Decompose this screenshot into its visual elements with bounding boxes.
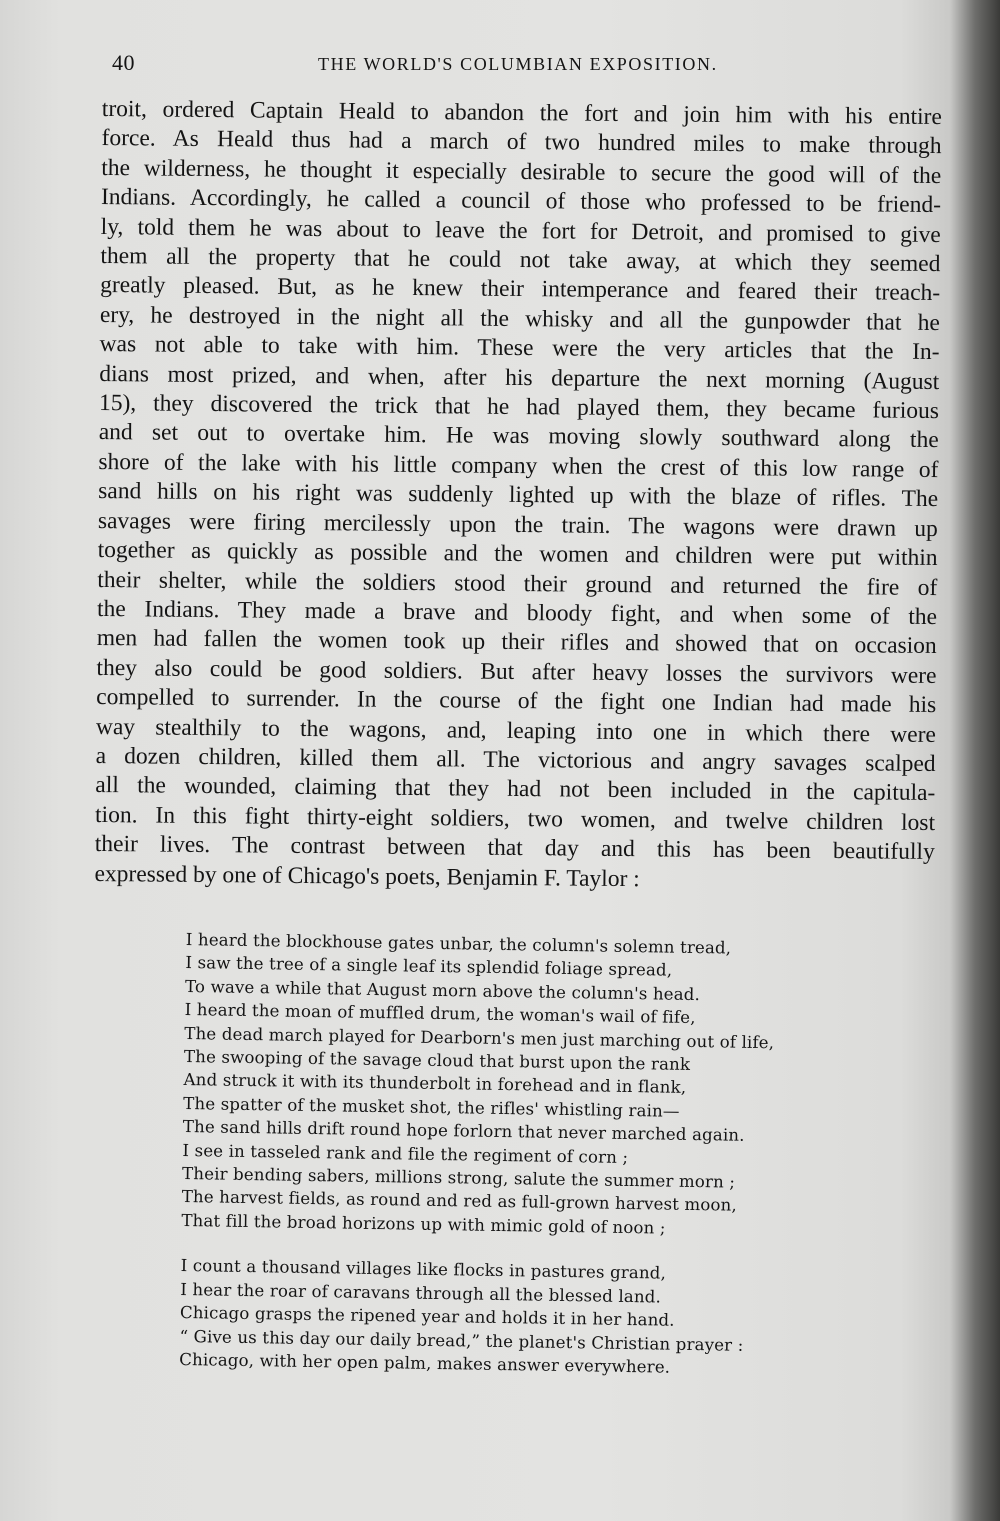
poem-line: The dead march played for Dearborn's men just marching out of life, bbox=[184, 1023, 775, 1052]
body-line: savages were firing mercilessly upon the train. The wagons were drawn up bbox=[97, 507, 938, 542]
body-line: their lives. The contrast between that day and this has been beautifully bbox=[94, 831, 935, 866]
poem-line: I heard the blockhouse gates unbar, the column's solemn tread, bbox=[185, 929, 732, 958]
page-number: 40 bbox=[112, 50, 135, 75]
poem-line: Their bending sabers, millions strong, salute the summer morn ; bbox=[181, 1164, 736, 1192]
body-paragraph bbox=[94, 95, 942, 897]
body-line: expressed by one of Chicago's poets, Benjamin F. Taylor : bbox=[94, 860, 640, 892]
body-line: together as quickly as possible and the women and children were put within bbox=[97, 537, 938, 572]
poem-line: That fill the broad horizons up with mimic gold of noon ; bbox=[181, 1210, 666, 1238]
poem-line: The spatter of the musket shot, the rifles' whistling rain— bbox=[183, 1093, 680, 1121]
page-header bbox=[112, 50, 932, 80]
body-line: shore of the lake with his little company when the crest of this low range of bbox=[98, 448, 939, 483]
body-line: way stealthily to the wagons, and, leaping into one in which there were bbox=[95, 713, 937, 748]
poem-line: The sand hills drift round hope forlorn that never marched again. bbox=[182, 1117, 745, 1146]
body-line: the wilderness, he thought it especially desirable to secure the good will of the bbox=[101, 154, 942, 189]
poem-line: I saw the tree of a single leaf its splendid foliage spread, bbox=[185, 953, 673, 981]
running-title: THE WORLD'S COLUMBIAN EXPOSITION. bbox=[318, 54, 718, 74]
body-line: the Indians. They made a brave and bloody fight, and when some of the bbox=[96, 595, 938, 630]
body-line: men had fallen the women took up their rifles and showed that on occasion bbox=[96, 625, 937, 660]
body-line: dians most prized, and when, after his departure the next morning (August bbox=[99, 360, 940, 395]
poem-line: The harvest fields, as round and red as full-grown harvest moon, bbox=[181, 1187, 738, 1216]
poem-line: I heard the moan of muffled drum, the woman's wail of fife, bbox=[184, 1000, 696, 1028]
body-line: all the wounded, claiming that they had not been included in the capitula- bbox=[95, 772, 936, 807]
poem-line: Chicago, with her open palm, makes answer everywhere. bbox=[179, 1349, 671, 1377]
body-line: ery, he destroyed in the night all the whisky and all the gunpowder that he bbox=[99, 301, 940, 336]
poem-stanza bbox=[181, 928, 866, 1243]
body-line: tion. In this fight thirty-eight soldiers, two women, and twelve children lost bbox=[94, 801, 936, 836]
body-line: Indians. Accordingly, he called a council of those who professed to be friend- bbox=[100, 184, 942, 219]
poem-line: The swooping of the savage cloud that burst upon the rank bbox=[183, 1047, 691, 1074]
body-line: greatly pleased. But, as he knew their intemperance and feared their treach- bbox=[100, 272, 941, 307]
poem-block bbox=[179, 928, 866, 1382]
poem-line: Chicago grasps the ripened year and holds it in her hand. bbox=[179, 1303, 675, 1330]
body-line: their shelter, while the soldiers stood their ground and returned the fire of bbox=[97, 566, 938, 601]
poem-line: And struck it with its thunderbolt in forehead and in flank, bbox=[183, 1070, 687, 1098]
body-line: force. As Heald thus had a march of two hundred miles to make through bbox=[101, 125, 942, 160]
poem-line: I see in tasseled rank and file the regiment of corn ; bbox=[182, 1140, 629, 1167]
body-line: compelled to surrender. In the course of the fight one Indian had made his bbox=[96, 684, 937, 719]
body-line: troit, ordered Captain Heald to abandon the fort and join him with his entire bbox=[101, 95, 942, 131]
body-line: them all the property that he could not take away, at which they seemed bbox=[100, 243, 941, 278]
body-line: a dozen children, killed them all. The victorious and angry savages scalped bbox=[95, 742, 936, 777]
body-line: they also could be good soldiers. But after heavy losses the survivors were bbox=[96, 654, 937, 689]
body-line: and set out to overtake him. He was moving slowly southward along the bbox=[98, 419, 939, 454]
body-line: 15), they discovered the trick that he had played them, they became furious bbox=[98, 390, 940, 425]
body-line: was not able to take with him. These were the very articles that the In- bbox=[99, 331, 940, 366]
poem-line: I hear the roar of caravans through all the blessed land. bbox=[180, 1279, 662, 1307]
poem-line: To wave a while that August morn above the column's head. bbox=[184, 976, 701, 1004]
poem-line: I count a thousand villages like flocks in pastures grand, bbox=[180, 1256, 667, 1283]
body-line: ly, told them he was about to leave the fort for Detroit, and promised to give bbox=[100, 213, 941, 248]
body-line: sand hills on his right was suddenly lighted up with the blaze of rifles. The bbox=[98, 478, 939, 513]
poem-stanza bbox=[179, 1254, 861, 1382]
poem-line: “ Give us this day our daily bread,” the planet's Christian prayer : bbox=[179, 1326, 744, 1355]
